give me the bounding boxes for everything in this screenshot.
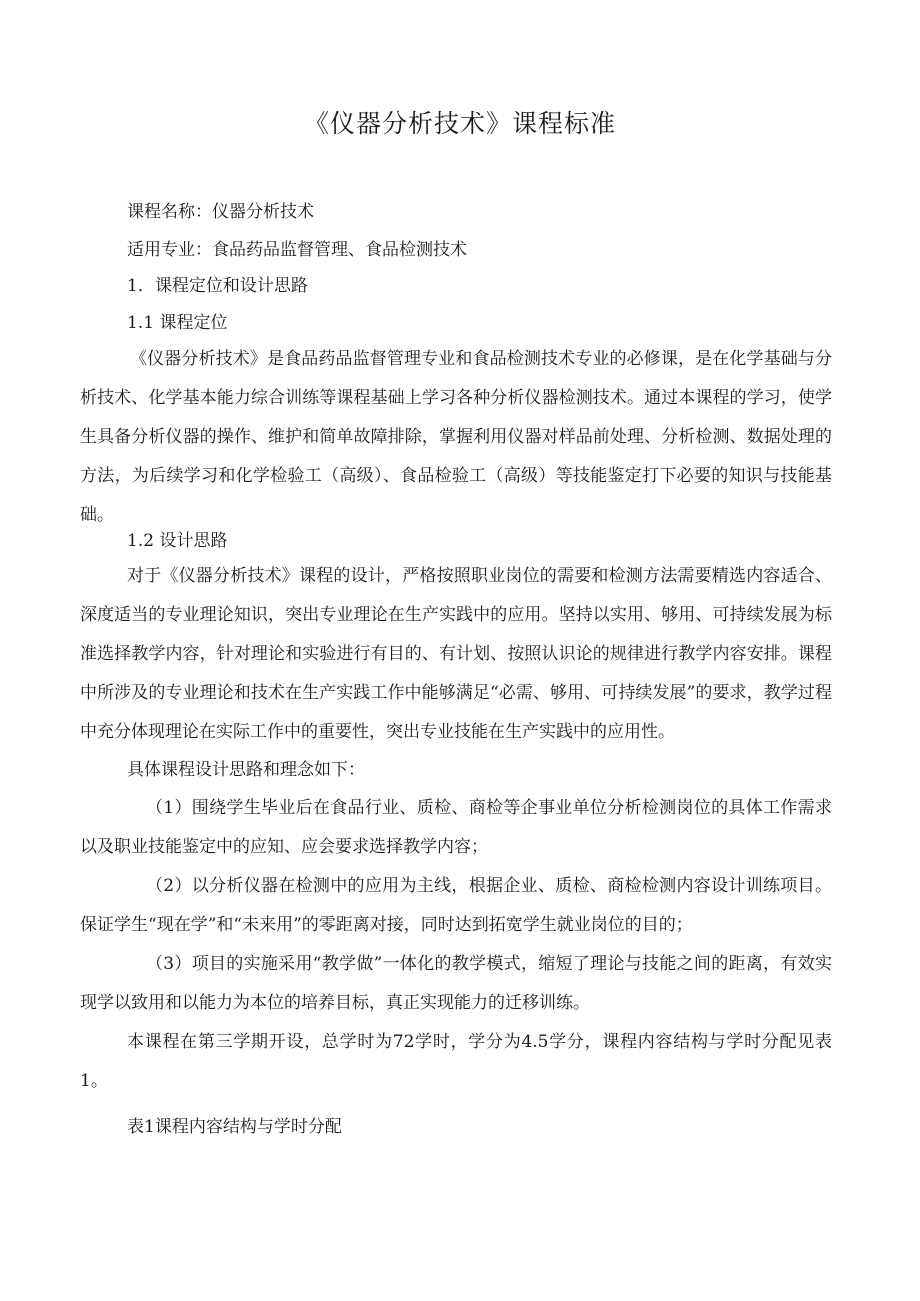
applicable-major-line: 适用专业：食品药品监督管理、食品检测技术 — [127, 240, 467, 260]
document-title: 《仪器分析技术》课程标准 — [303, 109, 616, 138]
schedule-paragraph: 本课程在第三学期开设，总学时为72学时，学分为4.5学分，课程内容结构与学时分配见表1。 — [80, 1032, 832, 1091]
section-1-2-heading: 1.2 设计思路 — [127, 531, 228, 551]
section-1-1-heading: 1.1 课程定位 — [127, 313, 228, 333]
idea-1-paragraph: （1）围绕学生毕业后在食品行业、质检、商检等企事业单位分析检测岗位的具体工作需求以及职业技能鉴定中的应知、应会要求选择教学内容； — [80, 798, 832, 857]
idea-2-paragraph: （2）以分析仪器在检测中的应用为主线，根据企业、质检、商检检测内容设计训练项目。保证学生“现在学”和“未来用”的零距离对接，同时达到拓宽学生就业岗位的目的； — [80, 876, 832, 935]
design-paragraph: 对于《仪器分析技术》课程的设计，严格按照职业岗位的需要和检测方法需要精选内容适合、深度适当的专业理论知识，突出专业理论在生产实践中的应用。坚持以实用、够用、可持续发展为标准选择教学内容，针对理论和实验进行有目的、有计划、按照认识论的规律进行教学内容安排。课程中所涉及的专业理论和技术在生产实践工作中能够满足“必需、够用、可持续发展”的要求，教学过程中充分体现理论在实际工作中的重要性，突出专业技能在生产实践中的应用性。 — [80, 566, 832, 742]
positioning-paragraph: 《仪器分析技术》是食品药品监督管理专业和食品检测技术专业的必修课，是在化学基础与分析技术、化学基本能力综合训练等课程基础上学习各种分析仪器检测技术。通过本课程的学习，使学生具备分析仪器的操作、维护和简单故障排除，掌握利用仪器对样品前处理、分析检测、数据处理的方法，为后续学习和化学检验工（高级）、食品检验工（高级）等技能鉴定打下必要的知识与技能基础。 — [80, 349, 832, 525]
table-1-caption: 表1课程内容结构与学时分配 — [127, 1117, 342, 1137]
section-1-heading: 1．课程定位和设计思路 — [127, 276, 308, 296]
idea-3-paragraph: （3）项目的实施采用“教学做”一体化的教学模式，缩短了理论与技能之间的距离，有效实现学以致用和以能力为本位的培养目标，真正实现能力的迁移训练。 — [80, 954, 832, 1013]
ideas-intro-paragraph: 具体课程设计思路和理念如下： — [127, 760, 365, 780]
course-name-line: 课程名称：仪器分析技术 — [127, 202, 314, 222]
